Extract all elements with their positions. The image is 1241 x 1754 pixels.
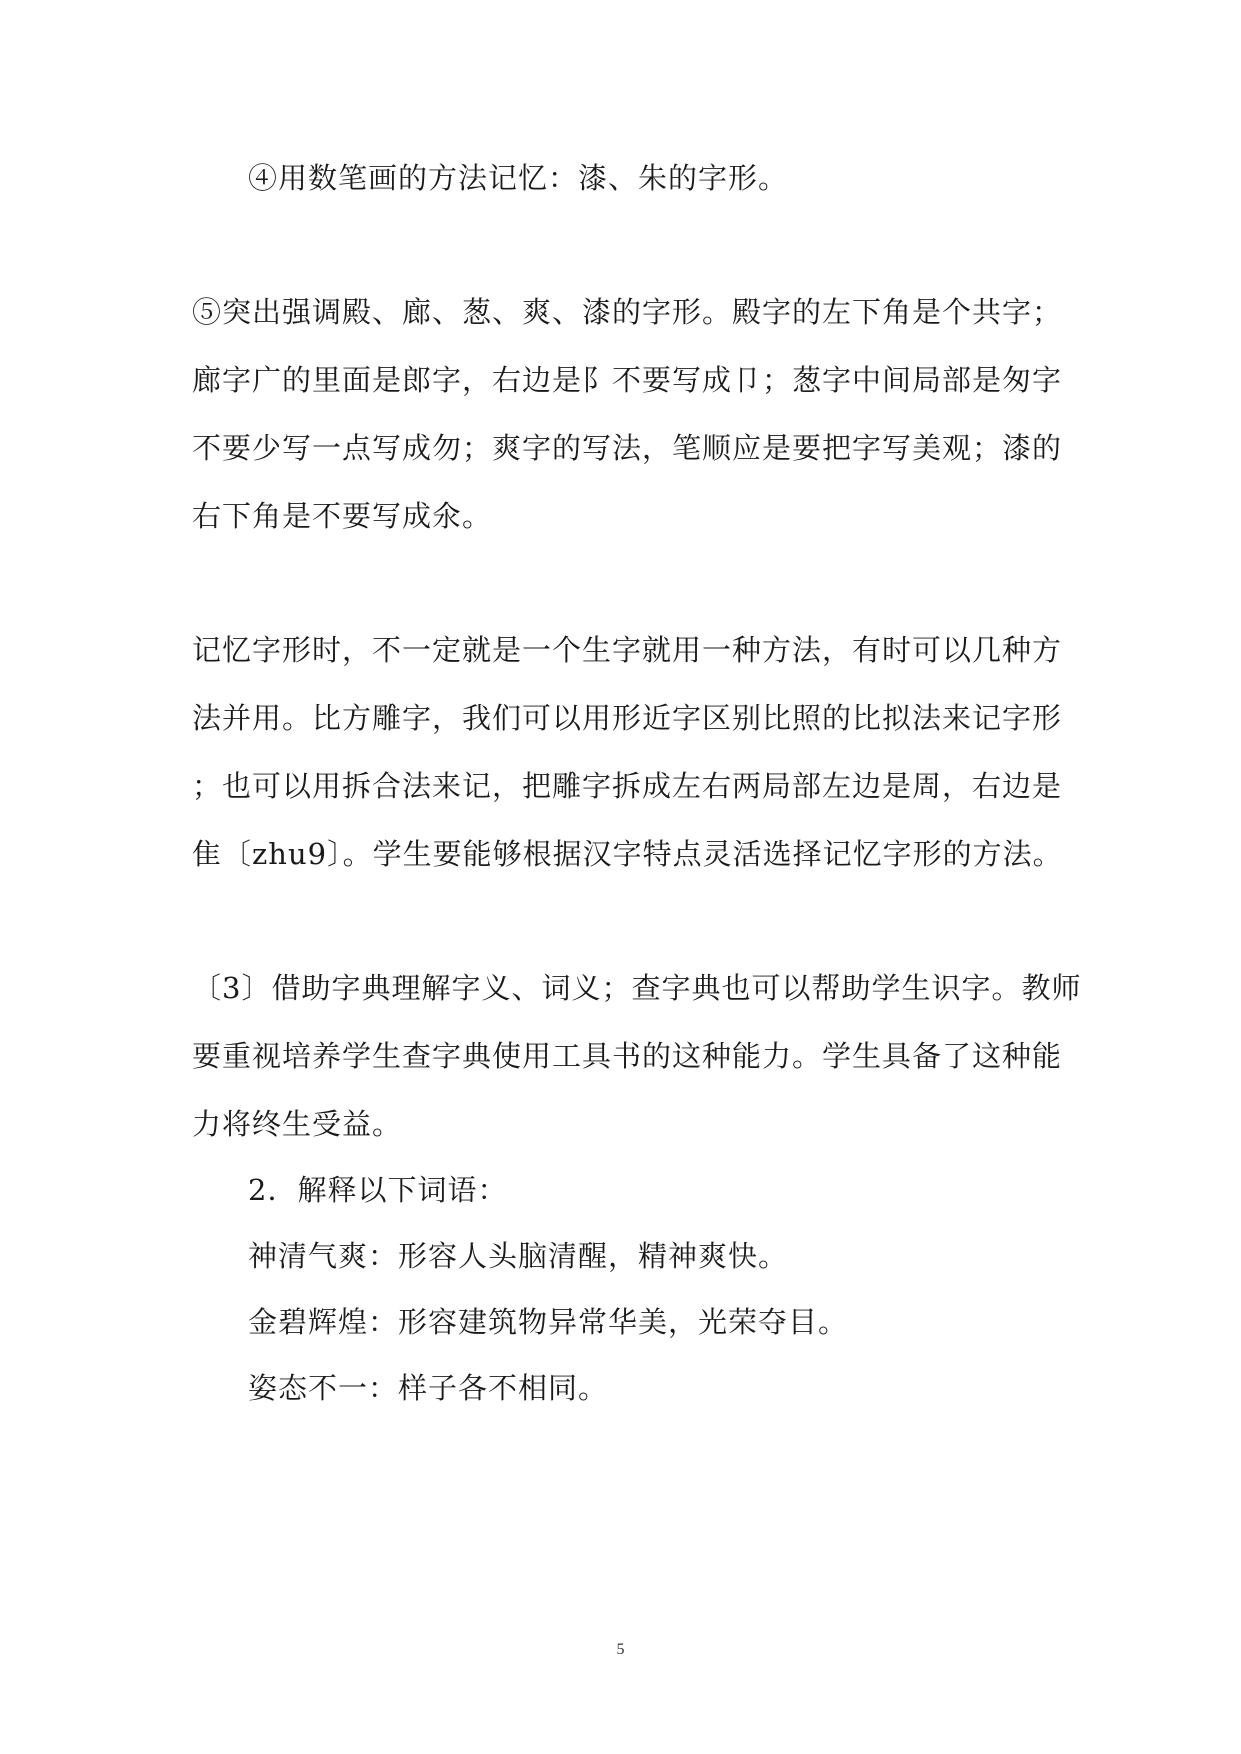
paragraph-4-line-2: 要重视培养学生查字典使用工具书的这种能力。学生具备了这种能 [192,1039,1063,1073]
paragraph-3-line-1: 记忆字形时，不一定就是一个生字就用一种方法，有时可以几种方 [192,633,1063,667]
paragraph-3-line-3: ；也可以用拆合法来记，把雕字拆成左右两局部左边是周，右边是 [192,769,1063,803]
paragraph-3-line-4: 隹〔zhu9〕。学生要能够根据汉字特点灵活选择记忆字形的方法。 [192,837,1063,871]
paragraph-2-line-3: 不要少写一点写成勿；爽字的写法，笔顺应是要把字写美观；漆的 [192,431,1063,465]
paragraph-2-line-4: 右下角是不要写成氽。 [192,499,493,533]
paragraph-2-line-1: ⑤突出强调殿、廊、葱、爽、漆的字形。殿字的左下角是个共字； [192,295,1063,329]
vocab-item-2: 金碧辉煌：形容建筑物异常华美，光荣夺目。 [248,1305,849,1339]
paragraph-4-line-3: 力将终生受益。 [192,1107,403,1141]
vocab-item-1: 神清气爽：形容人头脑清醒，精神爽快。 [248,1239,789,1273]
vocab-item-3: 姿态不一：样子各不相同。 [248,1371,609,1405]
paragraph-2-line-2: 廊字广的里面是郎字，右边是阝不要写成卩；葱字中间局部是匆字 [192,363,1063,397]
paragraph-1-line-1: ④用数笔画的方法记忆：漆、朱的字形。 [248,161,789,195]
paragraph-3-line-2: 法并用。比方雕字，我们可以用形近字区别比照的比拟法来记字形 [192,701,1063,735]
paragraph-4-line-1: 〔3〕借助字典理解字义、词义；查字典也可以帮助学生识字。教师 [192,971,1082,1005]
page-number: 5 [616,1641,625,1658]
vocab-heading: 2．解释以下词语： [248,1173,508,1207]
